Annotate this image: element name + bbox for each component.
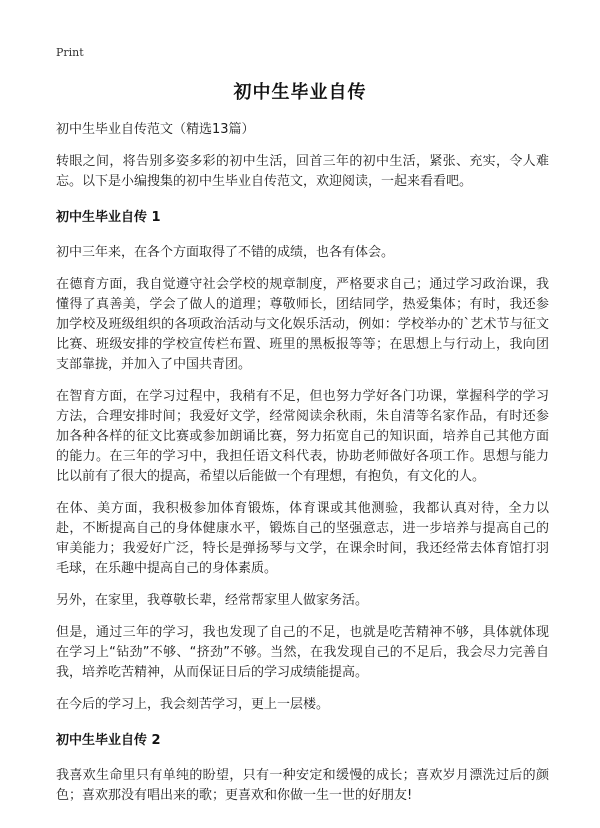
paragraph: 另外，在家里，我尊敬长辈，经常帮家里人做家务活。 [56,593,369,608]
document-body [56,120,549,818]
paragraph: 我喜欢生命里只有单纯的盼望，只有一种安定和缓慢的成长；喜欢岁月漂洗过后的颜色；喜欢那没有唱出来的歌；更喜欢和你做一生一世的好朋友! [56,768,549,803]
print-link[interactable]: Print [56,46,84,59]
paragraph: 初中三年来，在各个方面取得了不错的成绩，也各有体会。 [56,245,395,260]
section-1 [56,209,549,715]
section-heading: 初中生毕业自传 2 [56,733,161,748]
section-heading: 初中生毕业自传 1 [56,210,161,225]
paragraph: 在今后的学习上，我会刻苦学习，更上一层楼。 [56,697,330,712]
paragraph: 在体、美方面，我积极参加体育锻炼，体育课或其他测验，我都认真对待，全力以赴，不断提高自己的身体健康水平，锻炼自己的坚强意志，进一步培养与提高自己的审美能力；我爱好广泛，特长是弹扬琴与文学，在课余时间，我还经常去体育馆打羽毛球，在乐趣中提高自己的身体素质。 [56,501,549,576]
document-subtitle: 初中生毕业自传范文（精选13篇） [56,122,255,137]
paragraph: 在德育方面，我自觉遵守社会学校的规章制度，严格要求自己；通过学习政治课，我懂得了真善美，学会了做人的道理；尊敬师长，团结同学，热爱集体；有时，我还参加学校及班级组织的各项政治活动与文化娱乐活动，例如：学校举办的`艺术节与征文比赛、班级安排的学校宣传栏布置、班里的黑板报等等；在思想上与行动上，我向团支部靠拢，并加入了中国共青团。 [56,277,549,372]
page-title: 初中生毕业自传 [233,82,367,103]
intro-paragraph: 转眼之间，将告别多姿多彩的初中生活，回首三年的初中生活，紧张、充实，令人难忘。以下是小编搜集的初中生毕业自传范文，欢迎阅读，一起来看看吧。 [56,154,549,189]
paragraph: 在智育方面，在学习过程中，我稍有不足，但也努力学好各门功课，掌握科学的学习方法，合理安排时间；我爱好文学，经常阅读余秋雨，朱自清等名家作品，有时还参加各种各样的征文比赛或参加朗诵比赛，努力拓宽自己的知识面，培养自己其他方面的能力。在三年的学习中，我担任语文科代表，协助老师做好各项工作。思想与能力比以前有了很大的提高，希望以后能做一个有理想，有抱负，有文化的人。 [56,389,549,484]
section-2 [56,732,549,806]
paragraph: 但是，通过三年的学习，我也发现了自己的不足，也就是吃苦精神不够，具体就体现在学习上“钻劲”不够、“挤劲”不够。当然，在我发现自己的不足后，我会尽力完善自我，培养吃苦精神，从而保证日后的学习成绩能提高。 [56,625,549,680]
